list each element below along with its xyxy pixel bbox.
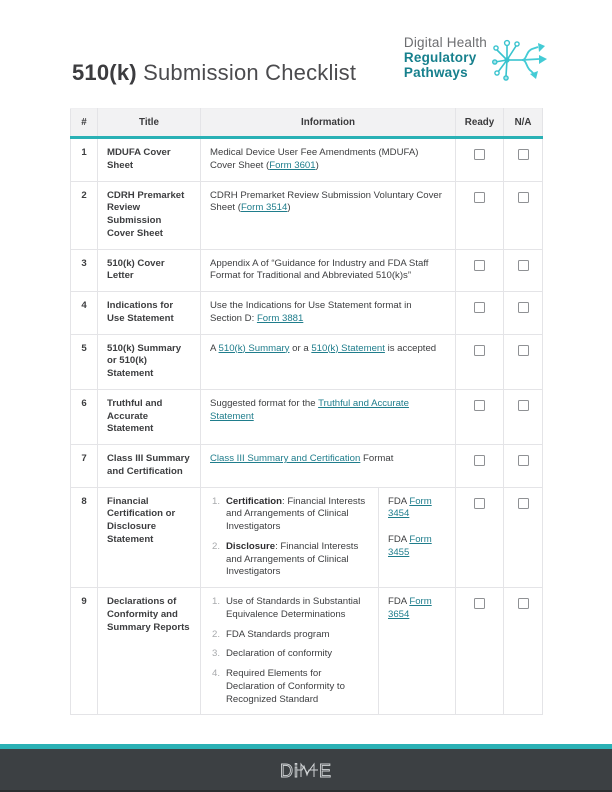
ready-cell	[456, 487, 504, 588]
info-text	[210, 147, 446, 173]
row-number: 9	[71, 588, 98, 715]
info-text	[210, 258, 446, 284]
table-row	[71, 138, 543, 182]
na-checkbox[interactable]	[518, 260, 529, 271]
list-item-text	[226, 629, 329, 642]
na-checkbox[interactable]	[518, 149, 529, 160]
na-checkbox[interactable]	[518, 192, 529, 203]
row-title: 510(k) Summary or 510(k) Statement	[98, 334, 201, 389]
row-information	[201, 588, 456, 715]
list-item-number: 2.	[211, 540, 220, 552]
info-text	[210, 453, 446, 466]
list-item-text	[226, 541, 370, 579]
ready-cell	[456, 588, 504, 715]
na-checkbox[interactable]	[518, 345, 529, 356]
table-row	[71, 334, 543, 389]
row-number: 4	[71, 292, 98, 335]
row-title: Indications for Use Statement	[98, 292, 201, 335]
fda-form-reference	[388, 596, 451, 622]
ready-checkbox[interactable]	[474, 455, 485, 466]
form-link[interactable]: Form 3654	[388, 596, 432, 620]
page-title-rest: Submission Checklist	[136, 60, 357, 85]
table-row	[71, 249, 543, 292]
row-title: MDUFA Cover Sheet	[98, 138, 201, 182]
emphasized-text: Disclosure	[226, 540, 276, 552]
form-link[interactable]: Form 3514	[240, 202, 288, 214]
table-header-row	[71, 109, 543, 138]
column-header-ready: Ready	[456, 109, 504, 138]
brand-line-digital-health: Digital Health	[403, 34, 487, 50]
na-cell	[504, 249, 543, 292]
row-number: 5	[71, 334, 98, 389]
ready-checkbox[interactable]	[474, 400, 485, 411]
text-segment: A	[210, 342, 219, 354]
ready-cell	[456, 181, 504, 249]
row-title: Class III Summary and Certification	[98, 445, 201, 488]
ready-cell	[456, 389, 504, 444]
info-text	[210, 398, 446, 424]
form-link[interactable]: Form 3454	[388, 495, 432, 520]
form-link[interactable]: Truthful and Accurate Statement	[210, 397, 409, 422]
na-cell	[504, 445, 543, 488]
na-checkbox[interactable]	[518, 455, 529, 466]
row-information	[201, 181, 456, 249]
ready-checkbox[interactable]	[474, 498, 485, 509]
svg-text:D: D	[280, 760, 293, 781]
na-cell	[504, 487, 543, 588]
ready-checkbox[interactable]	[474, 149, 485, 160]
text-segment: is accepted	[384, 342, 437, 354]
text-segment: FDA Standards program	[226, 628, 330, 640]
list-item	[211, 668, 370, 706]
document-footer	[0, 744, 612, 792]
document-header	[0, 0, 612, 86]
na-checkbox[interactable]	[518, 498, 529, 509]
list-item-text	[226, 596, 370, 622]
checklist-body	[71, 138, 543, 715]
list-item-text	[226, 648, 332, 661]
info-list	[201, 488, 378, 588]
table-row	[71, 389, 543, 444]
info-text	[210, 190, 446, 216]
na-checkbox[interactable]	[518, 598, 529, 609]
row-title: CDRH Premarket Review Submission Cover Sheet	[98, 181, 201, 249]
brand-wordmark	[404, 35, 487, 80]
info-split	[201, 488, 455, 588]
page-title-bold: 510(k)	[72, 60, 137, 85]
row-number: 8	[71, 487, 98, 588]
form-link[interactable]: Form 3601	[269, 159, 316, 171]
ready-cell	[456, 138, 504, 182]
na-cell	[504, 138, 543, 182]
info-forms	[378, 588, 455, 714]
text-segment: : Financial Interests and Arrangements of Clinical Investigators	[226, 495, 366, 532]
row-number: 3	[71, 249, 98, 292]
text-segment: )	[315, 159, 319, 171]
checklist-table	[70, 108, 543, 715]
text-segment: )	[287, 202, 291, 214]
text-segment: Use the Indications for Use Statement format in Section D:	[210, 300, 412, 324]
column-header-na: N/A	[504, 109, 543, 138]
list-item-number: 4.	[211, 668, 220, 679]
row-information	[201, 249, 456, 292]
text-segment: or a	[289, 342, 312, 354]
text-segment: Required Elements for Declaration of Conformity to Recognized Standard	[226, 668, 345, 705]
list-item-number: 1.	[211, 596, 220, 607]
na-cell	[504, 389, 543, 444]
text-segment: : Financial Interests and Arrangements of Clinical Investigators	[226, 540, 359, 578]
na-checkbox[interactable]	[518, 302, 529, 313]
ready-cell	[456, 334, 504, 389]
text-segment: Medical Device User Fee Amendments (MDUFA) Cover Sheet (	[210, 147, 419, 171]
row-information	[201, 292, 456, 335]
list-item-number: 2.	[211, 628, 220, 640]
ready-checkbox[interactable]	[474, 345, 485, 356]
brand-logo	[404, 34, 548, 80]
column-header-information: Information	[201, 109, 456, 138]
ready-checkbox[interactable]	[474, 302, 485, 313]
fda-form-reference	[388, 534, 451, 560]
form-link[interactable]: 510(k) Statement	[311, 342, 385, 354]
ready-checkbox[interactable]	[474, 192, 485, 203]
na-cell	[504, 334, 543, 389]
info-forms	[378, 488, 455, 588]
table-row	[71, 292, 543, 335]
row-title: 510(k) Cover Letter	[98, 249, 201, 292]
ready-cell	[456, 249, 504, 292]
na-checkbox[interactable]	[518, 400, 529, 411]
info-split	[201, 588, 455, 714]
table-row	[71, 181, 543, 249]
row-title: Truthful and Accurate Statement	[98, 389, 201, 444]
text-segment: Suggested format for the	[210, 397, 319, 409]
row-title: Declarations of Conformity and Summary Reports	[98, 588, 201, 715]
row-information	[201, 389, 456, 444]
list-item	[211, 648, 370, 661]
footer-bar	[0, 749, 612, 792]
text-segment: Use of Standards in Substantial Equivalence Determinations	[226, 596, 361, 620]
list-item	[211, 596, 370, 622]
row-information	[201, 445, 456, 488]
text-segment: Appendix A of “Guidance for Industry and FDA Staff Format for Traditional and Abbreviated 510(k)s”	[210, 257, 429, 282]
list-item	[211, 629, 370, 642]
list-item	[211, 541, 370, 579]
row-number: 1	[71, 138, 98, 182]
fda-form-reference	[388, 496, 451, 522]
text-segment: CDRH Premarket Review Submission Voluntary Cover Sheet (	[210, 189, 442, 214]
text-segment: Format	[360, 453, 394, 464]
row-number: 6	[71, 389, 98, 444]
table-row	[71, 487, 543, 588]
text-segment: FDA	[388, 534, 410, 545]
emphasized-text: Certification	[226, 495, 282, 507]
row-title: Financial Certification or Disclosure Statement	[98, 487, 201, 588]
column-header-number: #	[71, 109, 98, 138]
table-row	[71, 445, 543, 488]
dime-logo	[277, 757, 335, 783]
ready-checkbox[interactable]	[474, 598, 485, 609]
text-segment: Declaration of conformity	[226, 648, 333, 660]
list-item	[211, 496, 370, 534]
form-link[interactable]: Class III Summary and Certification	[210, 453, 361, 464]
info-text	[210, 343, 446, 356]
na-cell	[504, 292, 543, 335]
list-item-number: 1.	[211, 495, 220, 507]
info-list	[201, 588, 378, 714]
svg-text:E: E	[319, 760, 332, 781]
brand-line-pathways: Pathways	[403, 64, 468, 80]
na-cell	[504, 588, 543, 715]
ready-cell	[456, 292, 504, 335]
page-title	[72, 60, 356, 86]
row-information	[201, 138, 456, 182]
form-link[interactable]: Form 3881	[256, 312, 304, 324]
info-text	[210, 300, 446, 326]
form-link[interactable]: 510(k) Summary	[218, 342, 290, 354]
na-cell	[504, 181, 543, 249]
list-item-text	[226, 668, 370, 706]
list-item-number: 3.	[211, 648, 220, 660]
row-information	[201, 487, 456, 588]
table-row	[71, 588, 543, 715]
text-segment: FDA	[388, 495, 410, 507]
form-link[interactable]: Form 3455	[388, 534, 432, 558]
ready-cell	[456, 445, 504, 488]
row-number: 7	[71, 445, 98, 488]
row-information	[201, 334, 456, 389]
brand-line-regulatory: Regulatory	[403, 49, 477, 65]
text-segment: FDA	[388, 596, 410, 607]
pathways-network-icon	[492, 34, 548, 86]
svg-text:i: i	[294, 760, 298, 781]
row-number: 2	[71, 181, 98, 249]
list-item-text	[226, 496, 370, 534]
ready-checkbox[interactable]	[474, 260, 485, 271]
column-header-title: Title	[98, 109, 201, 138]
